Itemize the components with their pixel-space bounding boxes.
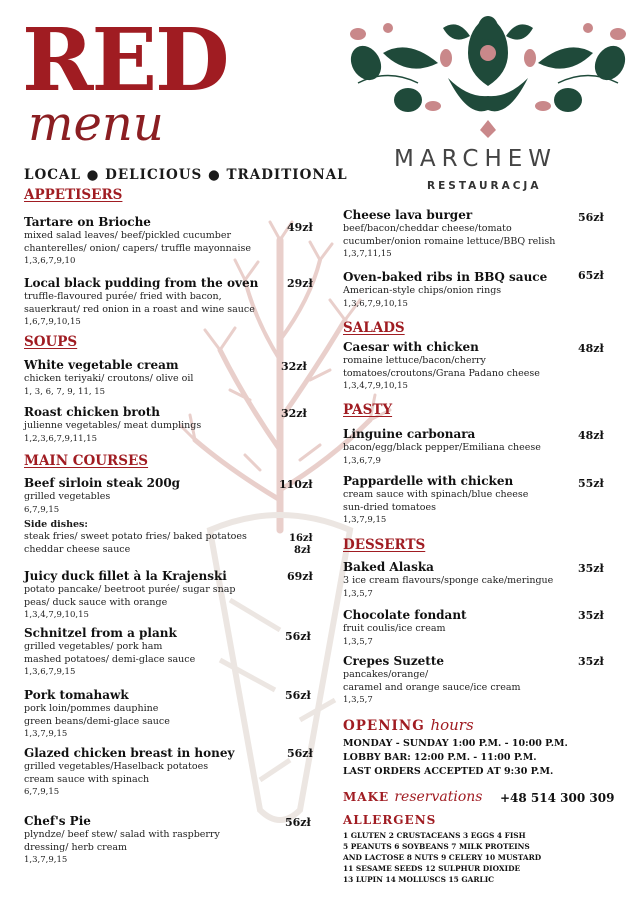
title-red: RED [22, 10, 228, 111]
section-desserts: DESSERTS [343, 537, 426, 553]
menu-item-schnitzel [24, 626, 195, 678]
item-price: 49zł [287, 221, 313, 234]
reservations-heading [343, 789, 483, 805]
item-allergens: 1,3,4,7,9,10,15 [343, 381, 408, 391]
item-price: 56zł [285, 630, 311, 643]
item-name: Baked Alaska [343, 560, 434, 574]
item-description: potato pancake/ beetroot purée/ sugar snap peas/ duck sauce with orange [24, 584, 236, 608]
item-allergens: 1,3,6,7,9,15 [24, 667, 76, 677]
menu-item-tartare [24, 215, 251, 267]
item-allergens: 1,3,6,7,9,10,15 [343, 298, 408, 309]
reservations-label-script: reservations [394, 789, 483, 805]
menu-item-sirloin-steak [24, 476, 180, 516]
item-price: 110zł [279, 478, 313, 491]
title-menu-script: menu [28, 96, 164, 152]
item-price: 56zł [578, 211, 604, 224]
item-name: White vegetable cream [24, 358, 179, 372]
item-name: Cheese lava burger [343, 208, 473, 222]
item-allergens: 1,6,7,9,10,15 [24, 317, 81, 327]
side-dishes-title: Side dishes: [24, 519, 88, 530]
opening-hours-line: LOBBY BAR: 12:00 P.M. - 11:00 P.M. [343, 752, 537, 763]
item-allergens: 1,3,7,9,15 [24, 855, 68, 865]
item-allergens: 1, 3, 6, 7, 9, 11, 15 [24, 386, 106, 397]
item-allergens: 1,3,4,7,9,10,15 [24, 610, 89, 620]
item-allergens: 1,3,6,7,9 [343, 455, 381, 466]
menu-item-black-pudding [24, 276, 258, 328]
item-allergens: 1,3,6,7,9,10 [24, 256, 76, 266]
item-description: chicken teriyaki/ croutons/ olive oil [24, 373, 194, 384]
item-price: 32zł [281, 360, 307, 373]
item-price: 29zł [287, 277, 313, 290]
item-description: grilled vegetables/ pork ham mashed potatoes/ demi-glace sauce [24, 641, 196, 665]
item-description: cream sauce with spinach/blue cheese sun-dried tomatoes [343, 489, 529, 513]
item-description: beef/bacon/cheddar cheese/tomato cucumber/onion romaine lettuce/BBQ relish [343, 223, 556, 247]
item-name: Chocolate fondant [343, 608, 467, 622]
folk-ornament-logo [348, 8, 628, 140]
item-price: 35zł [578, 655, 604, 668]
item-name: Roast chicken broth [24, 405, 160, 419]
item-price: 56zł [287, 747, 313, 760]
item-allergens: 1,3,7,9,15 [24, 729, 68, 739]
item-name: Local black pudding from the oven [24, 276, 259, 290]
item-price: 48zł [578, 429, 604, 442]
menu-item-cheese-burger [343, 208, 555, 260]
item-name: Oven-baked ribs in BBQ sauce [343, 270, 548, 284]
menu-item-pork-tomahawk [24, 688, 170, 740]
item-name: Crepes Suzette [343, 654, 445, 668]
item-description: pork loin/pommes dauphine green beans/demi-glace sauce [24, 703, 170, 727]
item-allergens: 1,3,7,11,15 [343, 249, 392, 259]
side-dishes-line: steak fries/ sweet potato fries/ baked potatoes [24, 531, 247, 542]
item-price: 65zł [578, 269, 604, 282]
section-appetisers: APPETISERS [24, 187, 123, 203]
item-name: Pappardelle with chicken [343, 474, 514, 488]
menu-item-crepes-suzette [343, 654, 521, 706]
item-price: 35zł [578, 609, 604, 622]
item-allergens: 6,7,9,15 [24, 787, 60, 797]
menu-item-caesar [343, 340, 540, 392]
item-description: American-style chips/onion rings [343, 285, 502, 296]
item-description: grilled vegetables [24, 491, 111, 502]
reservations-label: MAKE [343, 790, 390, 804]
item-price: 55zł [578, 477, 604, 490]
menu-item-glazed-chicken [24, 746, 234, 798]
item-allergens: 1,3,5,7 [343, 588, 373, 599]
section-salads: SALADS [343, 320, 405, 336]
section-main-courses: MAIN COURSES [24, 453, 149, 469]
item-allergens: 1,3,5,7 [343, 636, 373, 647]
item-description: fruit coulis/ice cream [343, 623, 446, 634]
item-name: Caesar with chicken [343, 340, 479, 354]
opening-hours-heading [343, 716, 474, 734]
item-allergens: 1,3,7,9,15 [343, 515, 387, 525]
item-description: truffle-flavoured purée/ fried with bacon, sauerkraut/ red onion in a roast and wine sauce [24, 291, 255, 315]
item-description: grilled vegetables/Haselback potatoes cream sauce with spinach [24, 761, 209, 785]
item-name: Linguine carbonara [343, 427, 476, 441]
menu-item-carbonara [343, 427, 541, 467]
opening-hours-line: MONDAY - SUNDAY 1:00 P.M. - 10:00 P.M. [343, 738, 568, 749]
opening-label: OPENING [343, 718, 425, 734]
side-dishes [24, 519, 247, 556]
allergens-line: 1 GLUTEN 2 CRUSTACEANS 3 EGGS 4 FISH [343, 831, 526, 840]
item-price: 56zł [285, 816, 311, 829]
side-price: 16zł [289, 533, 313, 544]
allergens-line: 13 LUPIN 14 MOLLUSCS 15 GARLIC [343, 875, 495, 884]
allergens-line: AND LACTOSE 8 NUTS 9 CELERY 10 MUSTARD [343, 853, 542, 862]
item-allergens: 6,7,9,15 [24, 504, 60, 515]
item-name: Chef's Pie [24, 814, 91, 828]
item-allergens: 1,2,3,6,7,9,11,15 [24, 433, 97, 444]
item-price: 35zł [578, 562, 604, 575]
item-price: 69zł [287, 570, 313, 583]
brand-subtitle: RESTAURACJA [427, 180, 542, 192]
menu-item-chicken-broth [24, 405, 201, 445]
item-description: romaine lettuce/bacon/cherry tomatoes/croutons/Grana Padano cheese [343, 355, 540, 379]
allergens-heading: ALLERGENS [343, 813, 437, 827]
item-description: julienne vegetables/ meat dumplings [24, 420, 202, 431]
item-price: 48zł [578, 342, 604, 355]
menu-item-vegetable-cream [24, 358, 193, 398]
item-description: pancakes/orange/ caramel and orange sauce/ice cream [343, 669, 521, 693]
item-name: Tartare on Brioche [24, 215, 151, 229]
item-name: Schnitzel from a plank [24, 626, 177, 640]
item-price: 56zł [285, 689, 311, 702]
menu-item-bbq-ribs [343, 270, 547, 310]
menu-item-chocolate-fondant [343, 608, 467, 648]
menu-item-pappardelle [343, 474, 528, 526]
item-name: Beef sirloin steak 200g [24, 476, 181, 490]
opening-label-script: hours [430, 716, 474, 734]
item-description: 3 ice cream flavours/sponge cake/meringue [343, 575, 554, 586]
menu-item-baked-alaska [343, 560, 553, 600]
item-name: Glazed chicken breast in honey [24, 746, 235, 760]
opening-hours-line: LAST ORDERS ACCEPTED AT 9:30 P.M. [343, 766, 554, 777]
brand-name: MARCHEW [394, 146, 558, 172]
item-name: Juicy duck fillet à la Krajenski [24, 569, 227, 583]
item-description: bacon/egg/black pepper/Emiliana cheese [343, 442, 541, 453]
item-name: Pork tomahawk [24, 688, 129, 702]
menu-item-duck-fillet [24, 569, 236, 621]
section-pasty: PASTY [343, 402, 393, 418]
tagline: LOCAL ● DELICIOUS ● TRADITIONAL [24, 167, 348, 183]
side-price: 8zł [294, 545, 311, 556]
item-description: mixed salad leaves/ beef/pickled cucumber chanterelles/ onion/ capers/ truffle mayonnaise [24, 230, 251, 254]
item-price: 32zł [281, 407, 307, 420]
item-allergens: 1,3,5,7 [343, 695, 373, 705]
side-dishes-line: cheddar cheese sauce [24, 543, 131, 555]
phone-number[interactable]: +48 514 300 309 [500, 791, 615, 805]
allergens-line: 5 PEANUTS 6 SOYBEANS 7 MILK PROTEINS [343, 842, 530, 851]
section-soups: SOUPS [24, 334, 78, 350]
item-description: plyndze/ beef stew/ salad with raspberry dressing/ herb cream [24, 829, 220, 853]
menu-item-chefs-pie [24, 814, 220, 866]
allergens-line: 11 SESAME SEEDS 12 SULPHUR DIOXIDE [343, 864, 521, 873]
